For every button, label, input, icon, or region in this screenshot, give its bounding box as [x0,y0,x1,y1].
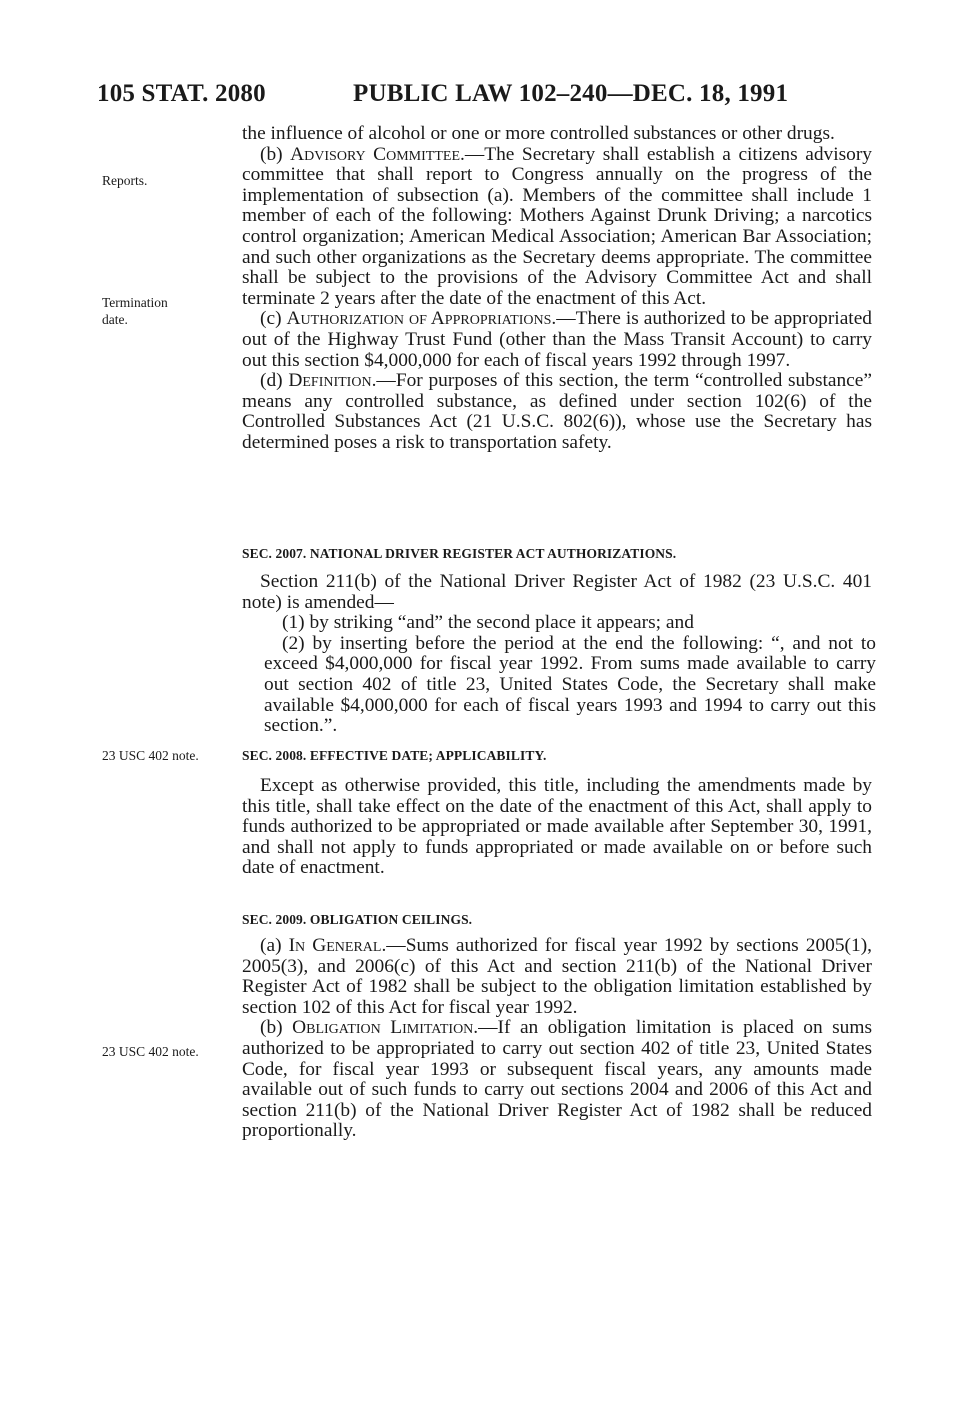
stat-citation: 105 STAT. 2080 [97,80,266,107]
subsection-label: (b) [260,1017,293,1039]
section-2007-item-2 [224,634,876,737]
subsection-heading: In General. [288,935,387,956]
section-2007-text [242,571,876,737]
subsection-b-advisory [242,145,872,310]
subsection-a-general [242,936,872,1018]
subsection-label: (a) [260,935,289,956]
subsection-d-definition [242,371,872,453]
continuation-paragraph: the influence of alcohol or one or more controlled substances or other drugs. [242,123,835,144]
margin-note-usc-2008: 23 USC 402 note. [102,748,199,763]
subsection-text: —If an obligation limitation is placed on sums authorized to be appropriated to carry out section 402 of title 23, United States Code, for fiscal year 1993 or subsequent fiscal years, any amounts made available out of such funds to carry out sections 2004 and 2006 of this Act and section 211(b) of the National Driver Register Act of 1982 shall be reduced proportionally. [242,1017,872,1142]
section-2009-heading: SEC. 2009. OBLIGATION CEILINGS. [242,912,473,927]
subsection-c-appropriations [242,309,872,371]
subsection-label: (c) [260,308,287,330]
subsection-label: (d) [260,370,289,392]
page-header [97,80,789,108]
section-2008-paragraph: Except as otherwise provided, this title, including the amendments made by this title, shall take effect on the date of the enactment of this Act, shall apply to funds authorized to be appropriated or made available after September 30, 1991, and shall not apply to funds appropriated or made available on or before such date of enactment. [242,775,872,879]
section-2007-heading: SEC. 2007. NATIONAL DRIVER REGISTER ACT AUTHORIZATIONS. [242,546,677,561]
section-2006-text [242,124,872,454]
section-2007-item-2-text: (2) by inserting before the period at the end the following: “, and not to exceed $4,000,000 for fiscal year 1992. From sums made available to carry out section 402 of title 23, United States Code, the Secretary shall make available $4,000,000 for each of fiscal years 1993 and 1994 to carry out this section.”. [264,632,876,737]
margin-note-termination [102,294,242,328]
section-2008-heading: SEC. 2008. EFFECTIVE DATE; APPLICABILITY. [242,748,547,763]
section-2007-intro: Section 211(b) of the National Driver Register Act of 1982 (23 U.S.C. 401 note) is amended— [242,571,872,613]
margin-note-termination-line2: date. [102,312,128,327]
subsection-heading: Obligation Limitation. [292,1017,479,1039]
subsection-text: —The Secretary shall establish a citizens advisory committee that shall report to Congress annually on the progress of the implementation of subsection (a). Members of the committee shall include 1 member of each of the following: Mothers Against Drunk Driving; a narcotics control organization; American Medical Association; American Bar Association; and such other organizations as the Secretary deems appropriate. The committee shall be subject to the provisions of the Advisory Committee Act and shall terminate 2 years after the date of the enactment of this Act. [242,143,872,309]
margin-note-usc-2009b: 23 USC 402 note. [102,1044,199,1059]
subsection-heading: Definition. [288,370,377,392]
subsection-heading: Advisory Committee. [290,143,465,165]
subsection-heading: Authorization of Appropriations. [286,308,557,330]
subsection-b-obligation-limitation [242,1018,872,1142]
margin-note-reports: Reports. [102,173,148,188]
margin-note-termination-line1: Termination [102,295,168,310]
subsection-text: —For purposes of this section, the term “controlled substance” means any controlled substance, as defined under section 102(6) of the Controlled Substances Act (21 U.S.C. 802(6)), whose use the Secretary has determined poses a risk to transportation safety. [242,370,872,453]
subsection-label: (b) [260,143,291,165]
subsection-text: —There is authorized to be appropriated out of the Highway Trust Fund (other than the Mass Transit Account) to carry out this section $4,000,000 for each of fiscal years 1992 through 1997. [242,308,872,371]
section-2009-text [242,936,872,1142]
law-title: PUBLIC LAW 102–240—DEC. 18, 1991 [353,80,789,107]
section-2007-item-1: (1) by striking “and” the second place it appears; and [282,612,694,634]
subsection-text: —Sums authorized for fiscal year 1992 by sections 2005(1), 2005(3), and 2006(c) of this Act and section 211(b) of the National Driver Register Act of 1982 shall be subject to the obligation limitation established by section 102 of this Act for fiscal year 1992. [242,935,872,1018]
section-2008-text [242,776,872,879]
